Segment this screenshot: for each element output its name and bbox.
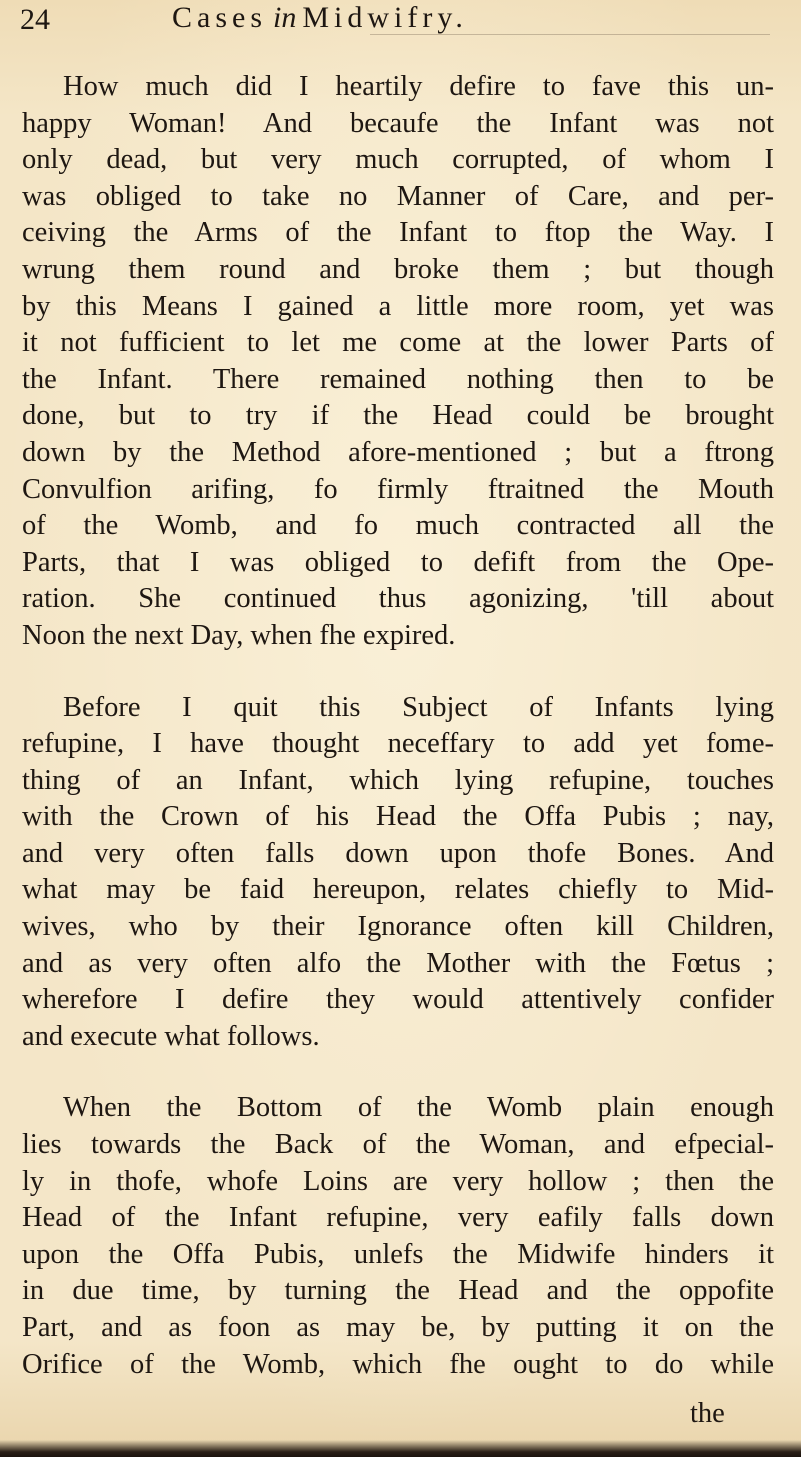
text-line: refupine, I have thought neceffary to add yet fome- (22, 728, 774, 760)
text-line: what may be faid hereupon, relates chiefly to Mid- (22, 874, 774, 906)
text-line: and execute what follows. (22, 1020, 320, 1052)
text-line: it not fufficient to let me come at the lower Parts of (22, 327, 774, 359)
text-line: and very often falls down upon thofe Bones. And (22, 837, 774, 869)
text-line: was obliged to take no Manner of Care, and per- (22, 180, 774, 212)
text-line: done, but to try if the Head could be brought (22, 400, 774, 432)
running-title-word-1: Cases (172, 1, 267, 34)
text-line: How much did I heartily defire to fave this un- (63, 71, 774, 102)
text-line: Parts, that I was obliged to defift from the Ope- (22, 546, 774, 578)
text-line: and as very often alfo the Mother with the Fœtus ; (22, 947, 774, 979)
paragraph-1 (22, 69, 774, 655)
catchword: the (690, 1398, 725, 1429)
text-line: by this Means I gained a little more room, yet was (22, 290, 774, 322)
text-line: Convulfion arifing, fo firmly ftraitned the Mouth (22, 473, 774, 505)
text-line: only dead, but very much corrupted, of whom I (22, 144, 774, 176)
text-line: wives, who by their Ignorance often kill Children, (22, 911, 774, 943)
running-title-word-2: in (273, 1, 297, 34)
running-head (0, 0, 801, 44)
text-line: thing of an Infant, which lying refupine, touches (22, 764, 774, 796)
text-line: lies towards the Back of the Woman, and efpecial- (22, 1129, 774, 1161)
text-line: wherefore I defire they would attentively confider (22, 984, 774, 1016)
paragraph-2 (22, 690, 774, 1056)
running-title-word-3: Midwifry. (302, 1, 468, 34)
body-text (22, 69, 774, 1383)
header-rule (370, 34, 770, 35)
text-line: Head of the Infant refupine, very eafily falls down (22, 1202, 774, 1234)
text-line: down by the Method afore-mentioned ; but a ftrong (22, 436, 774, 468)
text-line: in due time, by turning the Head and the oppofite (22, 1275, 774, 1307)
text-line: with the Crown of his Head the Offa Pubis ; nay, (22, 801, 774, 833)
paragraph-3 (22, 1090, 774, 1383)
text-line: ration. She continued thus agonizing, 'till about (22, 583, 774, 615)
text-line: happy Woman! And becaufe the Infant was not (22, 107, 774, 139)
text-line: ceiving the Arms of the Infant to ftop the Way. I (22, 217, 774, 249)
page-number: 24 (20, 3, 50, 36)
text-line: Before I quit this Subject of Infants lying (63, 691, 774, 723)
text-line: Noon the next Day, when fhe expired. (22, 619, 456, 651)
text-line: Part, and as foon as may be, by putting it on the (22, 1312, 774, 1343)
text-line: of the Womb, and fo much contracted all the (22, 510, 774, 542)
page-bottom-edge (0, 1440, 801, 1457)
text-line: upon the Offa Pubis, unlefs the Midwife hinders it (22, 1238, 774, 1270)
text-line: wrung them round and broke them ; but though (22, 253, 774, 285)
text-line: ly in thofe, whofe Loins are very hollow ; then the (22, 1165, 774, 1197)
text-line: the Infant. There remained nothing then to be (22, 363, 774, 395)
text-line: Orifice of the Womb, which fhe ought to do while (22, 1348, 774, 1380)
text-line: When the Bottom of the Womb plain enough (63, 1092, 774, 1124)
running-title (172, 2, 468, 34)
